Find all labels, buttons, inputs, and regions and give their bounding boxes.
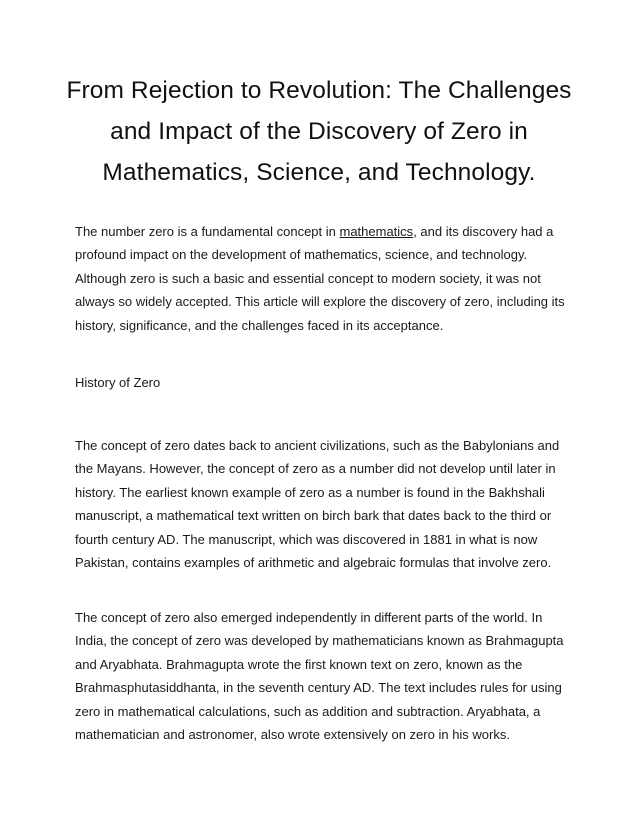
intro-text-end: , and its discovery had a profound impact on the development of mathematics, science, and technology. Although zero is such a basic and essential concept to modern society, it was not always so widely accepted. This article will explore the discovery of zero, including its history, significance, and the challenges faced in its acceptance.: [75, 224, 565, 333]
intro-text-start: The number zero is a fundamental concept in: [75, 224, 340, 239]
document-title: From Rejection to Revolution: The Challenges and Impact of the Discovery of Zero in Mathematics, Science, and Technology.: [66, 77, 572, 186]
section-heading: History of Zero: [75, 375, 161, 390]
mathematics-link[interactable]: mathematics: [339, 224, 414, 239]
intro-paragraph: [75, 220, 575, 337]
history-paragraph-1: The concept of zero dates back to ancient civilizations, such as the Babylonians and the Mayans. However, the concept of zero as a number did not develop until later in history. The earliest known example of zero as a number is found in the Bakhshali manuscript, a mathematical text written on birch bark that dates back to the third or fourth century AD. The manuscript, which was discovered in 1881 in what is now Pakistan, contains examples of arithmetic and algebraic formulas that involve zero.: [75, 438, 560, 571]
history-paragraph-2: The concept of zero also emerged independently in different parts of the world. In India, the concept of zero was developed by mathematicians known as Brahmagupta and Aryabhata. Brahmagupta wrote the first known text on zero, known as the Brahmasphutasiddhanta, in the seventh century AD. The text includes rules for using zero in mathematical calculations, such as addition and subtraction. Aryabhata, a mathematician and astronomer, also wrote extensively on zero in his works.: [75, 610, 564, 743]
